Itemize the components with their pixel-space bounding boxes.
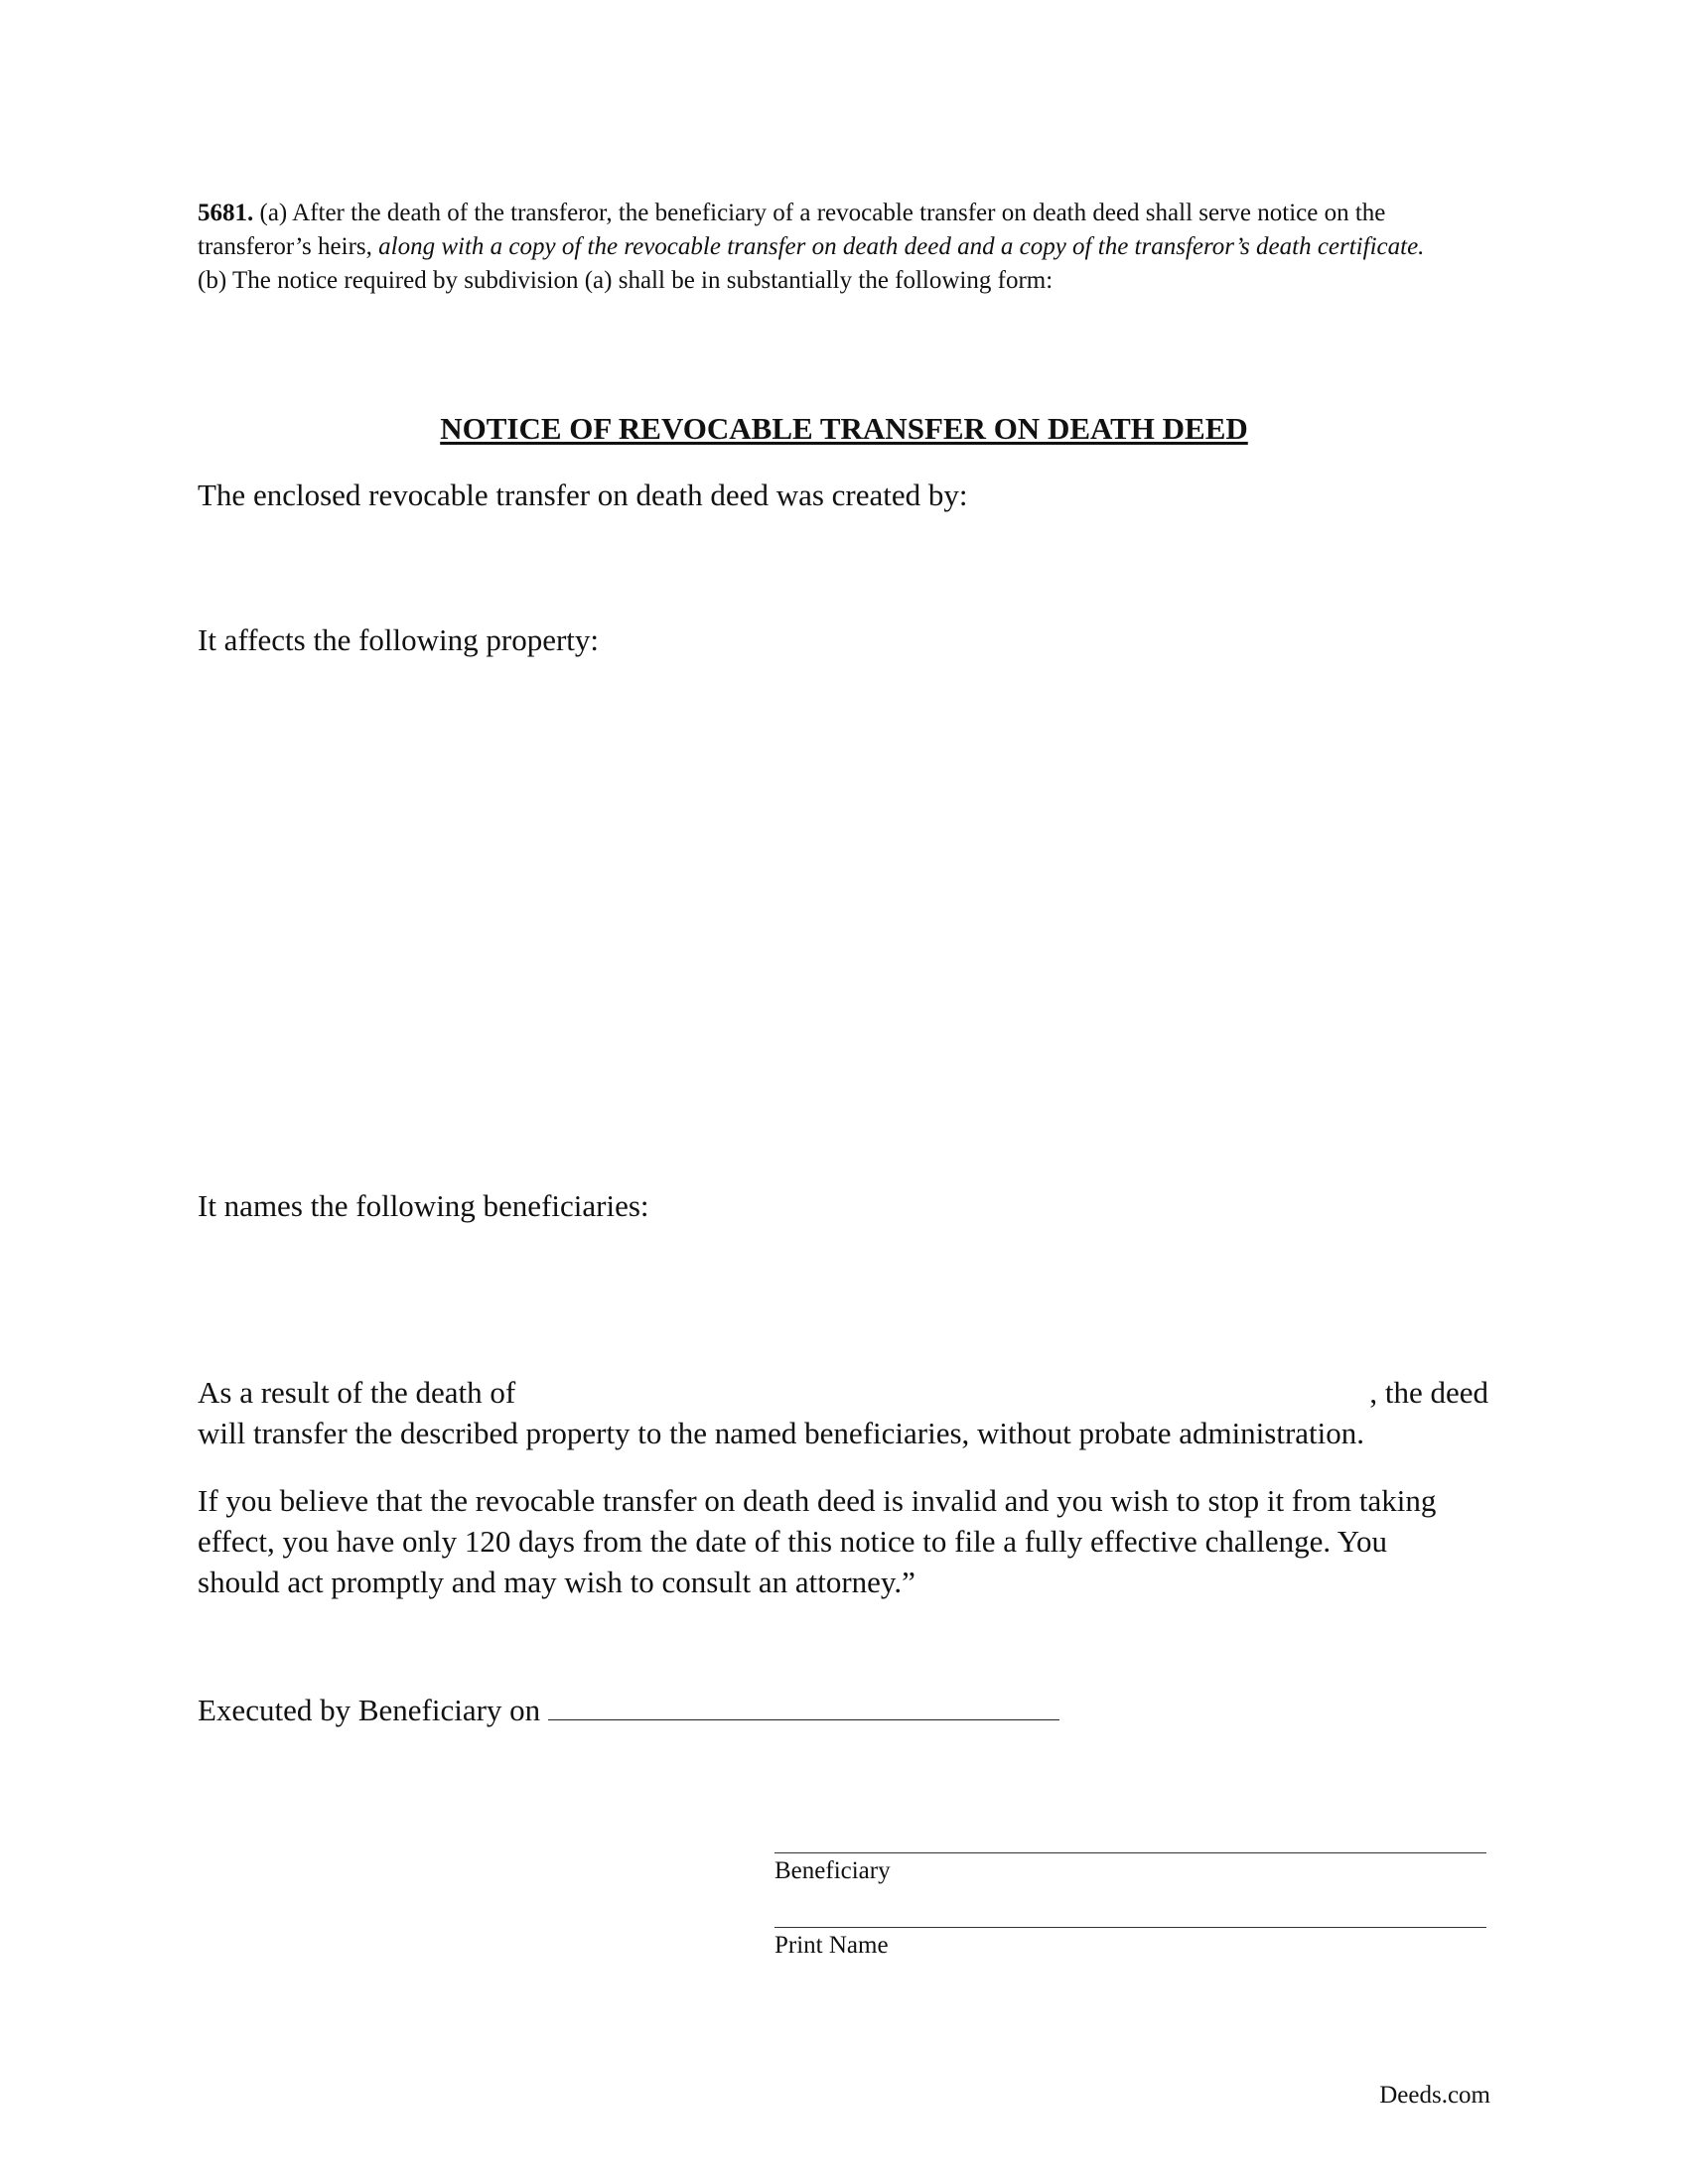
executed-label: Executed by Beneficiary on: [198, 1693, 541, 1727]
challenge-paragraph: If you believe that the revocable transfer on death deed is invalid and you wish to stop it from taking effect, you have only 120 days from the date of this notice to file a fully effective challenge. You should act promptly and may wish to consult an attorney.”: [198, 1483, 1437, 1599]
execution-date-blank[interactable]: [548, 1690, 1059, 1720]
beneficiaries-label: It names the following beneficiaries:: [198, 1188, 649, 1223]
print-name-line[interactable]: [774, 1927, 1486, 1928]
property-label: It affects the following property:: [198, 622, 600, 657]
statute-excerpt: [198, 197, 1488, 298]
section-number: 5681.: [198, 200, 254, 226]
death-suffix: , the deed: [1369, 1375, 1488, 1410]
footer-brand: Deeds.com: [1379, 2082, 1490, 2109]
statute-subdivision-b: (b) The notice required by subdivision (a) shall be in substantially the following form:: [198, 267, 1054, 294]
death-prefix: As a result of the death of: [198, 1375, 516, 1410]
created-by-label: The enclosed revocable transfer on death deed was created by:: [198, 478, 968, 512]
executed-line: [198, 1690, 1059, 1730]
beneficiary-signature-line[interactable]: [774, 1852, 1486, 1853]
death-continuation: will transfer the described property to the named beneficiaries, without probate administration.: [198, 1416, 1365, 1450]
notice-title: NOTICE OF REVOCABLE TRANSFER ON DEATH DEED: [440, 411, 1248, 446]
statute-a-italic: along with a copy of the revocable transfer on death deed and a copy of the transferor’s death certificate.: [378, 233, 1425, 260]
beneficiary-label: Beneficiary: [774, 1857, 891, 1884]
statute-subdivision-a: [198, 197, 1488, 264]
statute-a-text: (a) After the death of the transferor, the beneficiary of a revocable transfer on death deed shall serve notice on the transferor’s heirs,: [198, 200, 1386, 260]
print-name-label: Print Name: [774, 1932, 889, 1959]
